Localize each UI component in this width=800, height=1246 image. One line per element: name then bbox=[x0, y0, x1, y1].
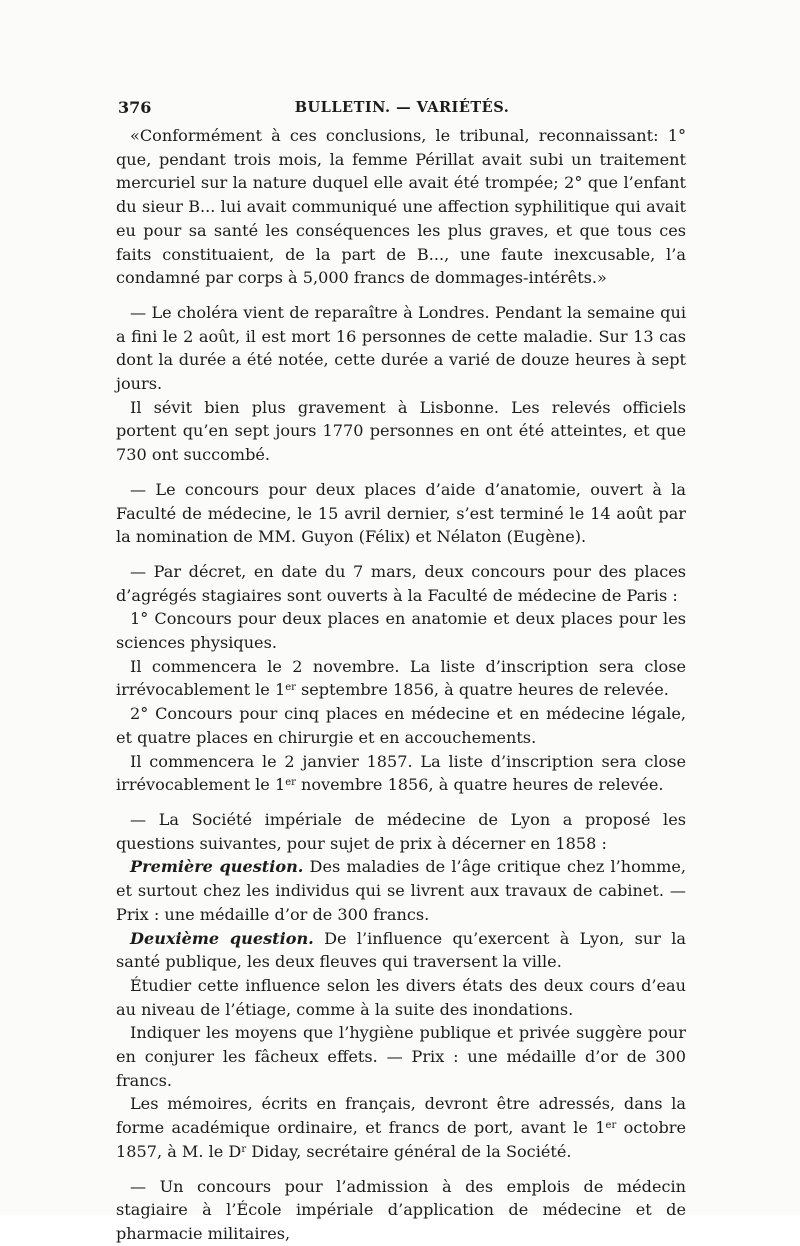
superscript: er bbox=[605, 1120, 617, 1132]
paragraph-cholera-lisbon: Il sévit bien plus gravement à Lisbonne. Les relevés officiels portent qu’en sept jours 1770 personnes en ont été atteintes, et que 730 ont succombé. bbox=[116, 397, 686, 465]
question-lead-in: Deuxième question. bbox=[130, 928, 314, 948]
text-segment: De l’influence qu’exercent à Lyon, sur la santé publique, les deux fleuves qui traversent la ville. bbox=[116, 928, 686, 972]
text-segment: septembre 1856, à quatre heures de relevée. bbox=[295, 680, 669, 700]
text-segment: Il commencera le 2 janvier 1857. La liste d’inscription sera close irrévocablement le 1 bbox=[116, 751, 686, 795]
text-segment: octobre 1857, à M. le D bbox=[116, 1118, 687, 1161]
paragraph-memoires bbox=[116, 1092, 686, 1163]
paragraph-study-influence: Étudier cette influence selon les divers états des deux cours d’eau au niveau de l’étiage, comme à la suite des inondations. bbox=[116, 975, 686, 1019]
running-title: BULLETIN. — VARIÉTÉS. bbox=[294, 99, 510, 116]
paragraph-cholera-london: — Le choléra vient de reparaître à Londres. Pendant la semaine qui a fini le 2 août, il est mort 16 personnes de cette maladie. Sur 13 cas dont la durée a été notée, cette durée a varié de douze heures à sept jours. bbox=[116, 302, 686, 394]
paragraph-anatomy-concours: — Le concours pour deux places d’aide d’anatomie, ouvert à la Faculté de médecine, le 15 avril dernier, s’est terminé le 14 août par la nomination de MM. Guyon (Félix) et Nélaton (Eugène). bbox=[116, 479, 686, 547]
paragraph-concours-2: 2° Concours pour cinq places en médecine et en médecine légale, et quatre places en chirurgie et en accouchements. bbox=[116, 704, 686, 747]
paragraph-concours-1-dates bbox=[116, 655, 686, 702]
page-header bbox=[118, 98, 686, 122]
superscript: er bbox=[285, 682, 296, 694]
paragraph-second-question bbox=[116, 927, 686, 974]
page-number: 376 bbox=[118, 98, 152, 117]
paragraph-first-question bbox=[116, 855, 686, 926]
paragraph-decree-agreges: — Par décret, en date du 7 mars, deux concours pour des places d’agrégés stagiaires sont ouverts à la Faculté de médecine de Paris : bbox=[116, 561, 686, 605]
superscript: r bbox=[241, 1143, 247, 1155]
paragraph-tribunal-conclusions: «Conformément à ces conclusions, le tribunal, reconnaissant: 1° que, pendant trois mois, la femme Périllat avait subi un traitement mercuriel sur la nature duquel elle avait été trompée; 2° que l’enfant du sieur B... lui avait communiqué une affection syphilitique qui avait eu pour sa santé les conséquences les plus graves, et que tous ces faits constituaient, de la part de B..., une faute inexcusable, l’a condamné par corps à 5,000 francs de dommages-intérêts.» bbox=[116, 126, 686, 288]
text-segment: novembre 1856, à quatre heures de relevée. bbox=[295, 775, 664, 795]
paragraph-ecole-militaire: — Un concours pour l’admission à des emplois de médecin stagiaire à l’École impériale d’application de médecine et de pharmacie militaires, bbox=[116, 1176, 686, 1243]
paragraph-indicate-means: Indiquer les moyens que l’hygiène publique et privée suggère pour en conjurer les fâcheux effets. — Prix : une médaille d’or de 300 francs. bbox=[116, 1023, 686, 1090]
text-segment: Les mémoires, écrits en français, devront être adressés, dans la forme académique ordinaire, et francs de port, avant le 1 bbox=[116, 1094, 686, 1138]
paragraph-concours-2-dates bbox=[116, 750, 686, 797]
text-segment: Des maladies de l’âge critique chez l’homme, et surtout chez les individus qui se livrent aux travaux de cabinet. — Prix : une médaille d’or de 300 francs. bbox=[116, 857, 686, 924]
question-lead-in: Première question. bbox=[130, 857, 304, 877]
text-segment: Il commencera le 2 novembre. La liste d’inscription sera close irrévocablement le 1 bbox=[116, 656, 686, 700]
superscript: er bbox=[285, 777, 296, 789]
body-text bbox=[116, 124, 686, 1246]
text-segment: Diday, secrétaire général de la Société. bbox=[246, 1141, 572, 1161]
paragraph-concours-1: 1° Concours pour deux places en anatomie et deux places pour les sciences physiques. bbox=[116, 609, 686, 653]
paragraph-societe-lyon: — La Société impériale de médecine de Lyon a proposé les questions suivantes, pour sujet de prix à décerner en 1858 : bbox=[116, 809, 686, 853]
